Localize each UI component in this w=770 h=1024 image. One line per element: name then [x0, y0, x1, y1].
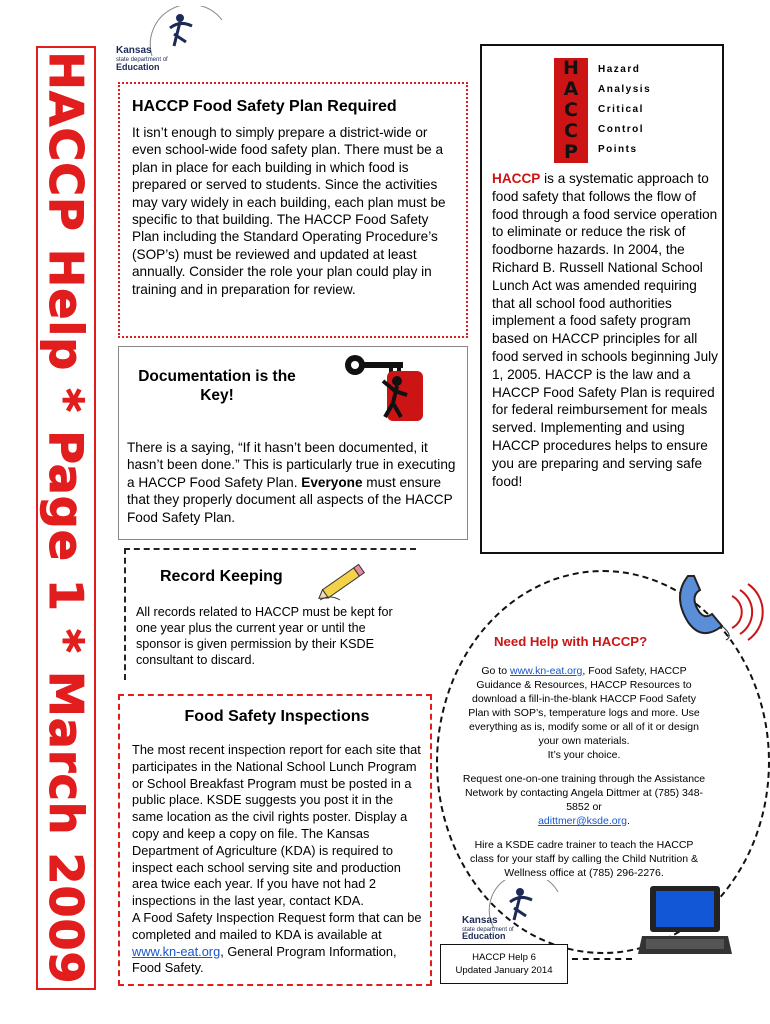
help-p2-end: . [626, 815, 630, 827]
haccp-letter: P [564, 141, 578, 163]
help-title: Need Help with HACCP? [494, 634, 648, 649]
ksde-logo-bottom [458, 880, 568, 940]
documentation-box [118, 346, 468, 540]
help-paragraph-3: Hire a KSDE cadre trainer to teach the HACCP class for your staff by calling the Child Nutrition & Wellness office at (785) 296-2276. [470, 839, 698, 879]
documentation-body-part2: must ensure that they properly document all aspects of the HACCP Food Safety Plan. [127, 474, 453, 525]
laptop-icon [636, 884, 732, 958]
help-paragraph-2 [462, 772, 706, 828]
haccp-letter: C [564, 120, 578, 142]
haccp-word: Analysis [598, 84, 652, 95]
email-link[interactable]: adittmer@ksde.org [538, 815, 627, 827]
haccp-word: Critical [598, 104, 644, 115]
haccp-word: Hazard [598, 64, 641, 75]
pencil-icon [314, 560, 374, 604]
documentation-body-part1: There is a saying, “If it hasn’t been documented, it hasn’t been done.” This is particularly true in executing a HACCP Food Safety Plan. [127, 440, 456, 490]
inspections-body-2 [132, 910, 422, 977]
key-figure-icon [337, 351, 427, 425]
update-line-1: HACCP Help 6 [472, 952, 536, 963]
inspections-title: Food Safety Inspections [184, 708, 370, 725]
haccp-body [492, 170, 718, 490]
haccp-word: Control [598, 124, 645, 135]
haccp-definition-box [480, 44, 724, 554]
haccp-lead: HACCP [492, 171, 541, 186]
help-paragraph-1 [462, 664, 706, 762]
logo-bottom-dept: state department of [462, 927, 514, 933]
banner-title: HACCP Help * Page 1 * March 2009 [39, 51, 93, 985]
inspections-body2-pre: A Food Safety Inspection Request form that can be completed and mailed to KDA is available at [132, 909, 422, 942]
side-banner [36, 46, 96, 990]
documentation-title: Documentation is the Key! [138, 368, 296, 404]
haccp-letter: H [563, 57, 579, 79]
inspections-body2-post: , General Program Information, Food Safety. [132, 943, 397, 976]
haccp-words [598, 60, 651, 160]
haccp-word: Points [598, 144, 638, 155]
update-info-box [440, 944, 568, 984]
connector-line [572, 958, 632, 960]
logo-org: Education [116, 62, 160, 72]
logo-bottom-org: Education [462, 931, 506, 941]
telephone-icon [668, 566, 768, 646]
documentation-body-bold: Everyone [301, 474, 363, 490]
plan-title: HACCP Food Safety Plan Required [132, 98, 397, 115]
logo-dept: state department of [116, 57, 168, 63]
documentation-body [127, 439, 459, 526]
haccp-letter: A [563, 78, 579, 100]
plan-body: It isn’t enough to simply prepare a district-wide or even school-wide food safety plan. There must be a plan in place for each building in which food is prepared or served to students. Since the activities may vary widely in each building, each plan must be specific to that building. The HACCP Food Safety Plan including the Standard Operating Procedure’s (SOP’s) must be reviewed and updated at least annually. Consider the role your plan could play in training and in preparation for review. [132, 125, 446, 297]
haccp-letter: C [564, 99, 578, 121]
help-p2: Request one-on-one training through the Assistance Network by contacting Angela Dittmer at (785) 348-5852 or [462, 773, 706, 813]
logo-bottom-state: Kansas [462, 915, 498, 926]
help-p1-pre: Go to [481, 665, 510, 677]
help-p1-end: It’s your choice. [547, 749, 621, 761]
record-title: Record Keeping [160, 568, 283, 585]
update-line-2: Updated January 2014 [455, 965, 553, 976]
haccp-body-text: is a systematic approach to food safety that follows the flow of food through a food service operation to eliminate or reduce the risk of foodborne hazards. In 2004, the Richard B. Russell National School Lunch Act was amended requiring that all school food authorities implement a food safety program based on HACCP principles for all food served in schools beginning July 1, 2005. HACCP is the law and a HACCP Food Safety Plan is required for federal reimbursement for meals served. Implementing and using HACCP procedures helps to ensure you are preparing and serving safe food! [492, 171, 718, 489]
haccp-acronym-stack [554, 58, 588, 163]
inspections-body: The most recent inspection report for each site that participates in the National School Lunch Program or School Breakfast Program must be posted in a public place. KSDE suggests you post it in the same location as the civil rights poster. Display a copy and keep a copy on file. The Kansas Department of Agriculture (KDA) is required to inspect each school serving site and production area twice each year. If you have not had 2 inspections in the last year, contact KDA. [132, 742, 421, 909]
help-p1-post: , Food Safety, HACCP Guidance & Resources, HACCP Resources to download a fill-in-the-blank HACCP Food Safety Plan with SOP’s, temperature logs and more. Use everything as is, modify some or all of it or design your own materials. [468, 665, 700, 747]
food-safety-plan-box [118, 82, 468, 338]
logo-state: Kansas [116, 45, 152, 56]
record-body: All records related to HACCP must be kept for one year plus the current year or until the sponsor is given permission by their KSDE consultant to discard. [136, 605, 393, 667]
inspections-box [118, 694, 432, 986]
help-kn-eat-link[interactable]: www.kn-eat.org [509, 665, 583, 677]
record-keeping-box [124, 548, 416, 680]
kn-eat-link[interactable]: www.kn-eat.org [132, 943, 221, 959]
ksde-logo-top [112, 6, 232, 70]
